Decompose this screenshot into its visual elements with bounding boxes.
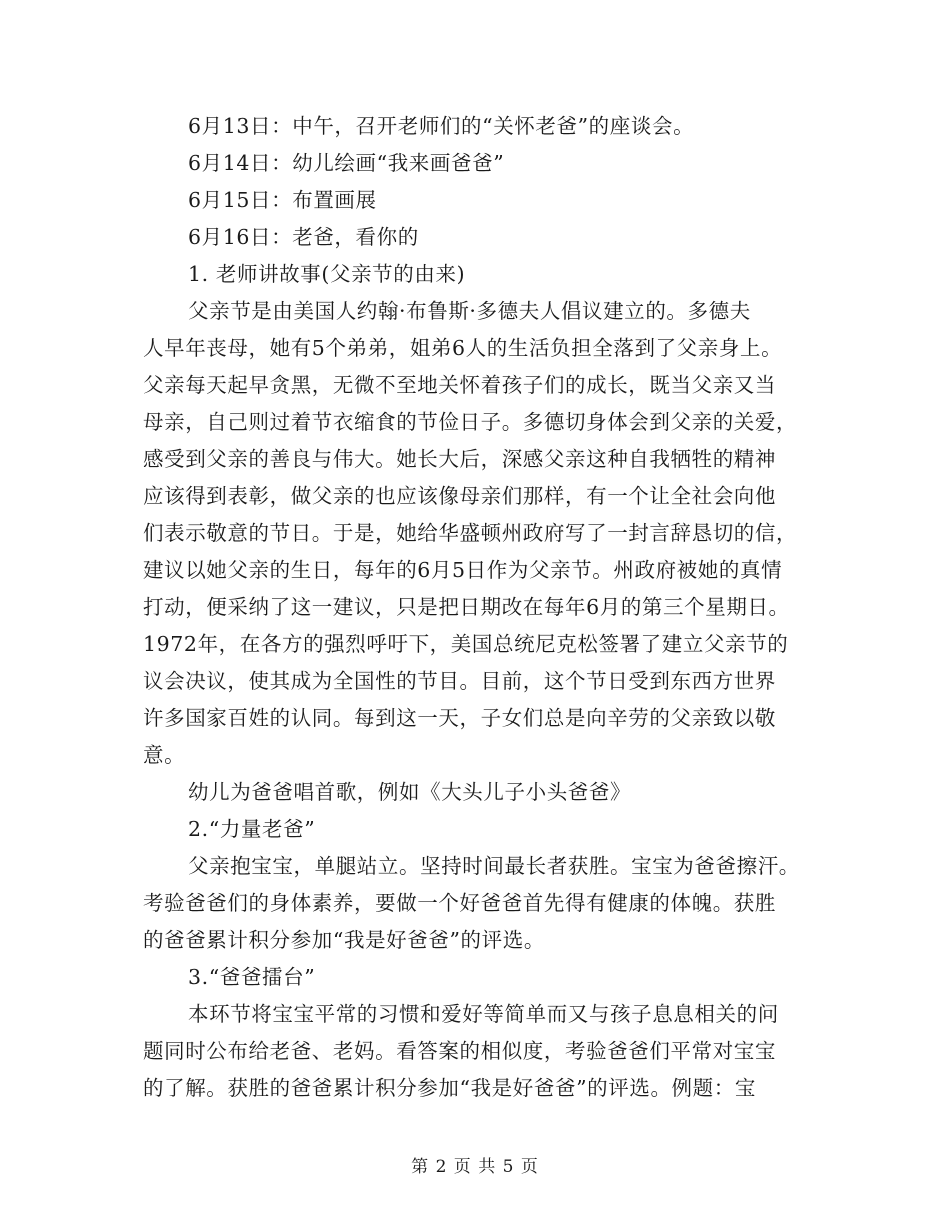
item2-heading: 2.“力量老爸” [188,817,316,841]
item3-heading: 3.“爸爸擂台” [188,965,316,989]
item1-line-3: 父亲每天起早贪黑，无微不至地关怀着孩子们的成长，既当父亲又当 [143,373,776,397]
item1-song: 幼儿为爸爸唱首歌，例如《大头儿子小头爸爸》 [188,780,632,804]
item1-line-12: 许多国家百姓的认同。每到这一天，子女们总是向辛劳的父亲致以敬 [143,706,776,730]
item2-line-3: 的爸爸累计积分参加“我是好爸爸”的评选。 [143,928,545,952]
schedule-line-2: 6月14日：幼儿绘画“我来画爸爸” [188,151,505,175]
item1-line-4: 母亲，自己则过着节衣缩食的节俭日子。多德切身体会到父亲的关爱， [143,410,798,434]
item1-line-7: 们表示敬意的节日。于是，她给华盛顿州政府写了一封言辞恳切的信， [143,521,798,545]
item1-line-10: 1972年，在各方的强烈呼吁下，美国总统尼克松签署了建立父亲节的 [143,632,789,656]
item1-line-2: 人早年丧母，她有5个弟弟，姐弟6人的生活负担全落到了父亲身上。 [143,336,783,360]
page-number-footer: 第 2 页 共 5 页 [411,1157,539,1177]
item1-line-5: 感受到父亲的善良与伟大。她长大后，深感父亲这种自我牺牲的精神 [143,447,776,471]
item2-line-2: 考验爸爸们的身体素养，要做一个好爸爸首先得有健康的体魄。获胜 [143,891,776,915]
document-page [143,108,808,1107]
item1-heading: 1. 老师讲故事(父亲节的由来) [188,262,466,286]
item1-line-6: 应该得到表彰，做父亲的也应该像母亲们那样，有一个让全社会向他 [143,484,776,508]
schedule-line-4: 6月16日：老爸，看你的 [188,225,419,249]
item1-line-13: 意。 [143,743,186,767]
item2-line-1: 父亲抱宝宝，单腿站立。坚持时间最长者获胜。宝宝为爸爸擦汗。 [188,854,800,878]
item1-line-8: 建议以她父亲的生日，每年的6月5日作为父亲节。州政府被她的真情 [143,558,783,582]
item1-line-11: 议会决议，使其成为全国性的节目。目前，这个节日受到东西方世界 [143,669,776,693]
item3-line-1: 本环节将宝宝平常的习惯和爱好等简单而又与孩子息息相关的问 [188,1002,779,1026]
item3-line-3: 的了解。获胜的爸爸累计积分参加“我是好爸爸”的评选。例题：宝 [143,1076,756,1100]
item1-line-1: 父亲节是由美国人约翰·布鲁斯·多德夫人倡议建立的。多德夫 [188,299,751,323]
schedule-line-1: 6月13日：中午，召开老师们的“关怀老爸”的座谈会。 [188,114,695,138]
item1-line-9: 打动，便采纳了这一建议，只是把日期改在每年6月的第三个星期日。 [143,595,790,619]
item3-line-2: 题同时公布给老爸、老妈。看答案的相似度，考验爸爸们平常对宝宝 [143,1039,776,1063]
schedule-line-3: 6月15日：布置画展 [188,188,377,212]
